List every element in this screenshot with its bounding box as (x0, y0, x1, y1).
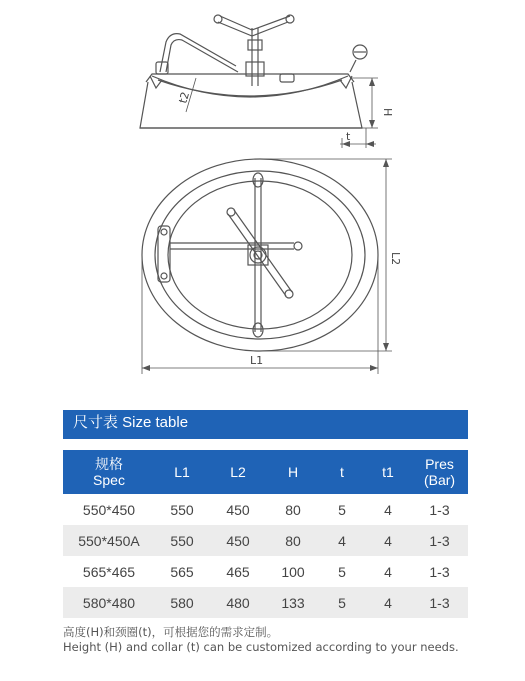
cell-pres: 1-3 (411, 525, 468, 556)
cell-l2: 450 (209, 525, 267, 556)
header-l1: L1 (155, 450, 209, 494)
dim-label-l1: L1 (250, 354, 264, 367)
cell-pres: 1-3 (429, 501, 450, 518)
cell-l1: 550 (155, 525, 209, 556)
cell-l1: 580 (155, 587, 209, 618)
customization-note-en: Height (H) and collar (t) can be customized according to your needs. (63, 640, 459, 654)
header-spec (63, 450, 155, 494)
table-row (63, 525, 468, 556)
cell-t: 5 (338, 563, 346, 580)
header-pres (411, 450, 468, 494)
cell-h: 133 (267, 587, 319, 618)
dim-label-t: t (346, 130, 351, 143)
cell-t: 4 (319, 525, 365, 556)
cell-t1: 4 (365, 525, 411, 556)
size-table-title: 尺寸表 Size table (63, 410, 468, 436)
header-pres-label: Pres (425, 456, 454, 472)
dim-label-l2: L2 (389, 252, 402, 266)
customization-note-cn: 高度(H)和颈圈(t)，可根据您的需求定制。 (63, 625, 279, 639)
size-table-title-underline (63, 436, 468, 439)
dim-label-t2: t2 (176, 90, 193, 105)
cell-spec: 565*465 (82, 563, 136, 580)
cell-pres: 1-3 (429, 563, 450, 580)
cell-h: 80 (267, 525, 319, 556)
cell-spec: 550*450A (63, 525, 155, 556)
cell-t: 5 (338, 501, 346, 518)
cell-l2: 465 (226, 563, 250, 580)
table-row (63, 587, 468, 618)
size-table (63, 450, 468, 618)
cell-t1: 4 (384, 563, 392, 580)
header-t: t (319, 450, 365, 494)
cell-t1: 4 (384, 501, 392, 518)
header-t1: t1 (365, 450, 411, 494)
size-table-header-row (63, 450, 468, 494)
table-row (63, 556, 468, 587)
cell-t1: 4 (365, 587, 411, 618)
header-spec-en: Spec (93, 472, 125, 488)
top-dimensions (142, 159, 392, 374)
cell-l1: 565 (170, 563, 194, 580)
cell-h: 80 (285, 501, 301, 518)
cell-l1: 550 (170, 501, 194, 518)
header-h: H (267, 450, 319, 494)
cell-h: 100 (281, 563, 305, 580)
cell-pres: 1-3 (411, 587, 468, 618)
table-row (63, 494, 468, 525)
top-view (142, 159, 378, 351)
header-pres-unit: (Bar) (423, 472, 456, 488)
side-view (140, 15, 367, 128)
header-spec-cn: 规格 (95, 456, 123, 472)
cell-l2: 480 (209, 587, 267, 618)
header-l2: L2 (209, 450, 267, 494)
cell-spec: 580*480 (63, 587, 155, 618)
dim-label-h: H (381, 108, 394, 117)
cell-l2: 450 (226, 501, 250, 518)
cell-t: 5 (319, 587, 365, 618)
cell-spec: 550*450 (82, 501, 136, 518)
